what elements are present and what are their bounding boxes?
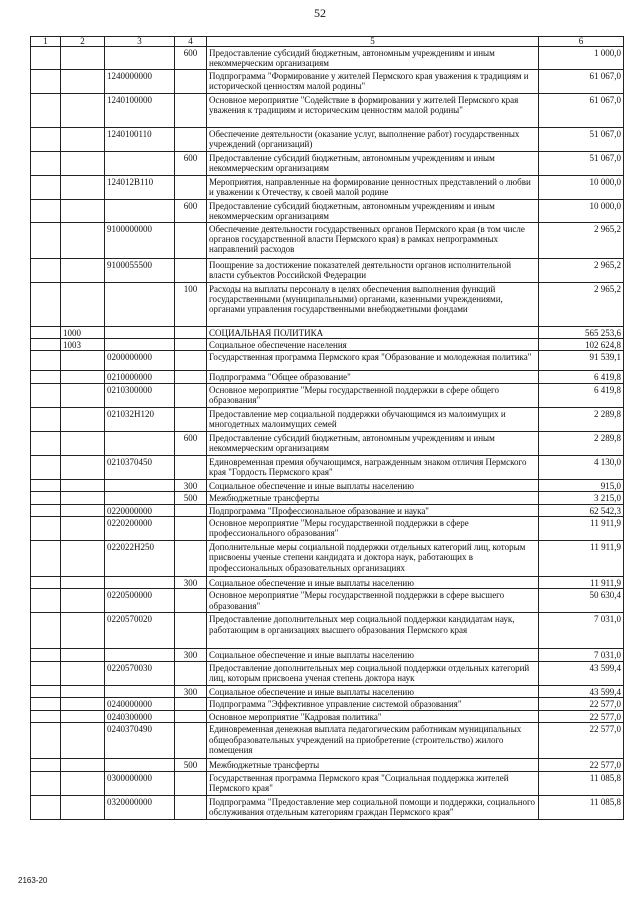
column-header: 3 (105, 37, 175, 47)
cell-target-article: 0210000000 (105, 371, 175, 383)
cell-target-article: 0220570030 (105, 661, 175, 685)
cell-description: Социальное обеспечение и иные выплаты населению (207, 577, 539, 589)
cell-subsection (61, 795, 105, 819)
table-row (31, 199, 624, 222)
page-number: 52 (314, 6, 326, 20)
cell-description: Основное мероприятие "Меры государственной поддержки в сфере общего образования" (207, 383, 539, 407)
cell-amount: 11 911,9 (539, 517, 624, 541)
cell-description: Социальное обеспечение и иные выплаты населению (207, 479, 539, 491)
cell-amount: 6 419,8 (539, 383, 624, 407)
table-row (31, 492, 624, 504)
table-row (31, 795, 624, 819)
cell-section (31, 339, 61, 351)
cell-expense-type (175, 504, 207, 516)
cell-subsection (61, 222, 105, 258)
cell-expense-type (175, 258, 207, 282)
cell-expense-type (175, 517, 207, 541)
cell-target-article (105, 47, 175, 70)
cell-amount: 91 539,1 (539, 351, 624, 371)
cell-expense-type: 500 (175, 492, 207, 504)
cell-target-article (105, 151, 175, 175)
cell-subsection (61, 151, 105, 175)
cell-description: Подпрограмма "Профессиональное образование и наука" (207, 504, 539, 516)
table-row (31, 339, 624, 351)
cell-expense-type (175, 175, 207, 199)
table-row (31, 371, 624, 383)
cell-subsection (61, 93, 105, 127)
cell-section (31, 613, 61, 649)
cell-subsection (61, 723, 105, 759)
cell-description: Предоставление субсидий бюджетным, автономным учреждениям и иным некоммерческим организациям (207, 47, 539, 70)
cell-amount: 62 542,3 (539, 504, 624, 516)
table-row (31, 759, 624, 771)
cell-section (31, 258, 61, 282)
cell-target-article: 022022Н250 (105, 541, 175, 577)
cell-description: СОЦИАЛЬНАЯ ПОЛИТИКА (207, 326, 539, 338)
cell-amount: 11 911,9 (539, 577, 624, 589)
cell-amount: 50 630,4 (539, 589, 624, 613)
cell-subsection (61, 69, 105, 93)
cell-subsection (61, 649, 105, 661)
cell-description: Подпрограмма "Общее образование" (207, 371, 539, 383)
cell-target-article (105, 649, 175, 661)
cell-subsection: 1000 (61, 326, 105, 338)
cell-expense-type: 100 (175, 282, 207, 326)
cell-amount: 61 067,0 (539, 69, 624, 93)
cell-target-article: 0220200000 (105, 517, 175, 541)
cell-description: Межбюджетные трансферты (207, 492, 539, 504)
cell-amount: 565 253,6 (539, 326, 624, 338)
cell-description: Единовременная денежная выплата педагогическим работникам муниципальных общеобразовательных учреждений на приобретение (строительство) жилого помещения (207, 723, 539, 759)
cell-description: Поощрение за достижение показателей деятельности органов исполнительной власти субъектов Российской Федерации (207, 258, 539, 282)
cell-expense-type (175, 351, 207, 371)
cell-description: Основное мероприятие "Кадровая политика" (207, 710, 539, 722)
cell-description: Подпрограмма "Формирование у жителей Пермского края уважения к традициям и исторической ценностям малой родины" (207, 69, 539, 93)
footer-code: 2163-20 (18, 876, 48, 885)
cell-description: Дополнительные меры социальной поддержки отдельных категорий лиц, которым присвоены ученые степени кандидата и доктора наук, работающих в профессиональных образовательных организациях (207, 541, 539, 577)
cell-target-article (105, 199, 175, 222)
table-row (31, 455, 624, 479)
cell-section (31, 685, 61, 697)
cell-section (31, 175, 61, 199)
table-row (31, 517, 624, 541)
cell-amount: 2 289,8 (539, 407, 624, 431)
cell-section (31, 759, 61, 771)
cell-description: Расходы на выплаты персоналу в целях обеспечения выполнения функций государственными (муниципальными) органами, казенными учреждениями, органами управления государственными внебюджетными фондами (207, 282, 539, 326)
cell-subsection (61, 431, 105, 455)
cell-section (31, 698, 61, 710)
cell-expense-type (175, 661, 207, 685)
cell-expense-type (175, 407, 207, 431)
cell-amount: 43 599,4 (539, 685, 624, 697)
cell-subsection (61, 517, 105, 541)
cell-section (31, 541, 61, 577)
cell-expense-type (175, 795, 207, 819)
cell-description: Основное мероприятие "Меры государственной поддержки в сфере профессионального образования" (207, 517, 539, 541)
cell-target-article: 0240370490 (105, 723, 175, 759)
cell-subsection (61, 47, 105, 70)
cell-description: Социальное обеспечение населения (207, 339, 539, 351)
cell-target-article: 9100055500 (105, 258, 175, 282)
cell-section (31, 326, 61, 338)
cell-section (31, 199, 61, 222)
cell-target-article (105, 492, 175, 504)
cell-description: Предоставление субсидий бюджетным, автономным учреждениям и иным некоммерческим организациям (207, 431, 539, 455)
cell-target-article (105, 326, 175, 338)
table-row (31, 326, 624, 338)
cell-target-article: 0210370450 (105, 455, 175, 479)
cell-description: Предоставление субсидий бюджетным, автономным учреждениям и иным некоммерческим организациям (207, 199, 539, 222)
table-row (31, 577, 624, 589)
cell-amount: 2 965,2 (539, 222, 624, 258)
table-row (31, 93, 624, 127)
column-header: 2 (61, 37, 105, 47)
cell-target-article: 124012В110 (105, 175, 175, 199)
cell-section (31, 93, 61, 127)
cell-section (31, 661, 61, 685)
cell-expense-type (175, 455, 207, 479)
cell-section (31, 47, 61, 70)
cell-section (31, 492, 61, 504)
table-row (31, 69, 624, 93)
cell-section (31, 407, 61, 431)
cell-subsection (61, 175, 105, 199)
column-header: 1 (31, 37, 61, 47)
cell-target-article (105, 282, 175, 326)
cell-expense-type (175, 339, 207, 351)
cell-amount: 2 965,2 (539, 282, 624, 326)
cell-amount: 6 419,8 (539, 371, 624, 383)
cell-amount: 11 085,8 (539, 795, 624, 819)
cell-section (31, 589, 61, 613)
cell-amount: 22 577,0 (539, 759, 624, 771)
cell-amount: 3 215,0 (539, 492, 624, 504)
cell-expense-type (175, 698, 207, 710)
cell-section (31, 771, 61, 795)
cell-section (31, 351, 61, 371)
cell-subsection (61, 771, 105, 795)
table-header-row (31, 37, 624, 47)
cell-expense-type: 300 (175, 685, 207, 697)
column-header: 5 (207, 37, 539, 47)
cell-expense-type (175, 383, 207, 407)
cell-section (31, 127, 61, 151)
cell-description: Социальное обеспечение и иные выплаты населению (207, 649, 539, 661)
cell-description: Мероприятия, направленные на формирование ценностных представлений о любви и уважении к Отечеству, к своей малой родине (207, 175, 539, 199)
cell-expense-type (175, 127, 207, 151)
table-row (31, 383, 624, 407)
table-row (31, 613, 624, 649)
cell-amount: 2 289,8 (539, 431, 624, 455)
cell-expense-type (175, 710, 207, 722)
cell-description: Предоставление мер социальной поддержки обучающимся из малоимущих и многодетных малоимущих семей (207, 407, 539, 431)
cell-target-article: 021032Н120 (105, 407, 175, 431)
table-row (31, 175, 624, 199)
cell-description: Предоставление дополнительных мер социальной поддержки отдельных категорий лиц, которым присвоена ученая степень доктора наук (207, 661, 539, 685)
table-row (31, 723, 624, 759)
cell-amount: 51 067,0 (539, 151, 624, 175)
cell-amount: 10 000,0 (539, 175, 624, 199)
table-row (31, 698, 624, 710)
cell-subsection (61, 383, 105, 407)
cell-description: Социальное обеспечение и иные выплаты населению (207, 685, 539, 697)
cell-subsection (61, 541, 105, 577)
cell-section (31, 795, 61, 819)
cell-target-article: 0220000000 (105, 504, 175, 516)
cell-expense-type: 600 (175, 199, 207, 222)
table-row (31, 258, 624, 282)
cell-expense-type: 300 (175, 479, 207, 491)
cell-target-article: 0220500000 (105, 589, 175, 613)
table-row (31, 127, 624, 151)
cell-subsection (61, 613, 105, 649)
cell-expense-type (175, 371, 207, 383)
cell-expense-type (175, 723, 207, 759)
cell-amount: 7 031,0 (539, 649, 624, 661)
table-row (31, 685, 624, 697)
table-row (31, 649, 624, 661)
cell-section (31, 710, 61, 722)
cell-target-article (105, 339, 175, 351)
cell-subsection (61, 710, 105, 722)
cell-section (31, 371, 61, 383)
cell-subsection (61, 282, 105, 326)
cell-subsection (61, 479, 105, 491)
cell-description: Основное мероприятие "Содействие в формировании у жителей Пермского края уважения к традициям и историческим ценностям малой родины" (207, 93, 539, 127)
cell-subsection (61, 661, 105, 685)
cell-description: Обеспечение деятельности (оказание услуг, выполнение работ) государственных учреждений (организаций) (207, 127, 539, 151)
cell-target-article: 0200000000 (105, 351, 175, 371)
cell-expense-type (175, 326, 207, 338)
table-row (31, 282, 624, 326)
cell-amount: 10 000,0 (539, 199, 624, 222)
cell-amount: 22 577,0 (539, 723, 624, 759)
cell-target-article: 1240000000 (105, 69, 175, 93)
table-row (31, 479, 624, 491)
cell-expense-type (175, 589, 207, 613)
cell-amount: 102 624,8 (539, 339, 624, 351)
cell-subsection (61, 199, 105, 222)
cell-target-article: 0240300000 (105, 710, 175, 722)
cell-expense-type: 600 (175, 431, 207, 455)
cell-amount: 51 067,0 (539, 127, 624, 151)
cell-amount: 2 965,2 (539, 258, 624, 282)
cell-description: Государственная программа Пермского края "Социальная поддержка жителей Пермского края" (207, 771, 539, 795)
table-row (31, 710, 624, 722)
table-row (31, 504, 624, 516)
table-row (31, 407, 624, 431)
table-row (31, 431, 624, 455)
cell-expense-type (175, 222, 207, 258)
cell-amount: 1 000,0 (539, 47, 624, 70)
cell-target-article (105, 577, 175, 589)
cell-amount: 11 085,8 (539, 771, 624, 795)
cell-description: Обеспечение деятельности государственных органов Пермского края (в том числе органов государственной власти Пермского края) в рамках непрограммных направлений расходов (207, 222, 539, 258)
cell-section (31, 282, 61, 326)
table-row (31, 222, 624, 258)
cell-expense-type: 300 (175, 577, 207, 589)
table-row (31, 351, 624, 371)
cell-subsection: 1003 (61, 339, 105, 351)
cell-description: Государственная программа Пермского края "Образование и молодежная политика" (207, 351, 539, 371)
cell-expense-type: 600 (175, 151, 207, 175)
cell-description: Межбюджетные трансферты (207, 759, 539, 771)
cell-target-article (105, 431, 175, 455)
cell-amount: 4 130,0 (539, 455, 624, 479)
budget-table (30, 36, 624, 820)
cell-target-article: 9100000000 (105, 222, 175, 258)
cell-target-article: 0320000000 (105, 795, 175, 819)
cell-section (31, 479, 61, 491)
cell-amount: 61 067,0 (539, 93, 624, 127)
cell-section (31, 723, 61, 759)
cell-subsection (61, 492, 105, 504)
cell-section (31, 504, 61, 516)
table-row (31, 151, 624, 175)
cell-expense-type (175, 541, 207, 577)
table-row (31, 661, 624, 685)
cell-target-article: 0240000000 (105, 698, 175, 710)
cell-amount: 22 577,0 (539, 710, 624, 722)
cell-section (31, 151, 61, 175)
cell-subsection (61, 455, 105, 479)
cell-subsection (61, 589, 105, 613)
cell-expense-type: 300 (175, 649, 207, 661)
cell-section (31, 649, 61, 661)
cell-section (31, 383, 61, 407)
cell-description: Единовременная премия обучающимся, награжденным знаком отличия Пермского края "Гордость Пермского края" (207, 455, 539, 479)
cell-amount: 11 911,9 (539, 541, 624, 577)
cell-expense-type (175, 93, 207, 127)
table-row (31, 541, 624, 577)
cell-target-article (105, 479, 175, 491)
table-row (31, 47, 624, 70)
cell-expense-type: 500 (175, 759, 207, 771)
cell-expense-type (175, 613, 207, 649)
cell-subsection (61, 127, 105, 151)
cell-target-article: 0210300000 (105, 383, 175, 407)
cell-expense-type (175, 771, 207, 795)
cell-target-article: 0220570020 (105, 613, 175, 649)
table-row (31, 589, 624, 613)
cell-subsection (61, 577, 105, 589)
cell-section (31, 455, 61, 479)
column-header: 4 (175, 37, 207, 47)
cell-description: Основное мероприятие "Меры государственной поддержки в сфере высшего образования" (207, 589, 539, 613)
column-header: 6 (539, 37, 624, 47)
cell-section (31, 517, 61, 541)
cell-amount: 7 031,0 (539, 613, 624, 649)
cell-target-article: 0300000000 (105, 771, 175, 795)
cell-target-article (105, 685, 175, 697)
table-row (31, 771, 624, 795)
cell-expense-type: 600 (175, 47, 207, 70)
cell-subsection (61, 351, 105, 371)
cell-subsection (61, 407, 105, 431)
cell-description: Подпрограмма "Предоставление мер социальной помощи и поддержки, социального обслуживания отдельным категориям граждан Пермского края" (207, 795, 539, 819)
cell-amount: 915,0 (539, 479, 624, 491)
cell-subsection (61, 685, 105, 697)
cell-description: Подпрограмма "Эффективное управление системой образования" (207, 698, 539, 710)
cell-expense-type (175, 69, 207, 93)
cell-amount: 22 577,0 (539, 698, 624, 710)
cell-subsection (61, 759, 105, 771)
cell-description: Предоставление субсидий бюджетным, автономным учреждениям и иным некоммерческим организациям (207, 151, 539, 175)
cell-section (31, 222, 61, 258)
cell-subsection (61, 371, 105, 383)
cell-subsection (61, 698, 105, 710)
cell-target-article (105, 759, 175, 771)
cell-subsection (61, 258, 105, 282)
cell-section (31, 431, 61, 455)
cell-description: Предоставление дополнительных мер социальной поддержки кандидатам наук, работающим в организациях высшего образования Пермского края (207, 613, 539, 649)
cell-amount: 43 599,4 (539, 661, 624, 685)
cell-target-article: 1240100000 (105, 93, 175, 127)
cell-target-article: 1240100110 (105, 127, 175, 151)
cell-section (31, 69, 61, 93)
cell-subsection (61, 504, 105, 516)
cell-section (31, 577, 61, 589)
